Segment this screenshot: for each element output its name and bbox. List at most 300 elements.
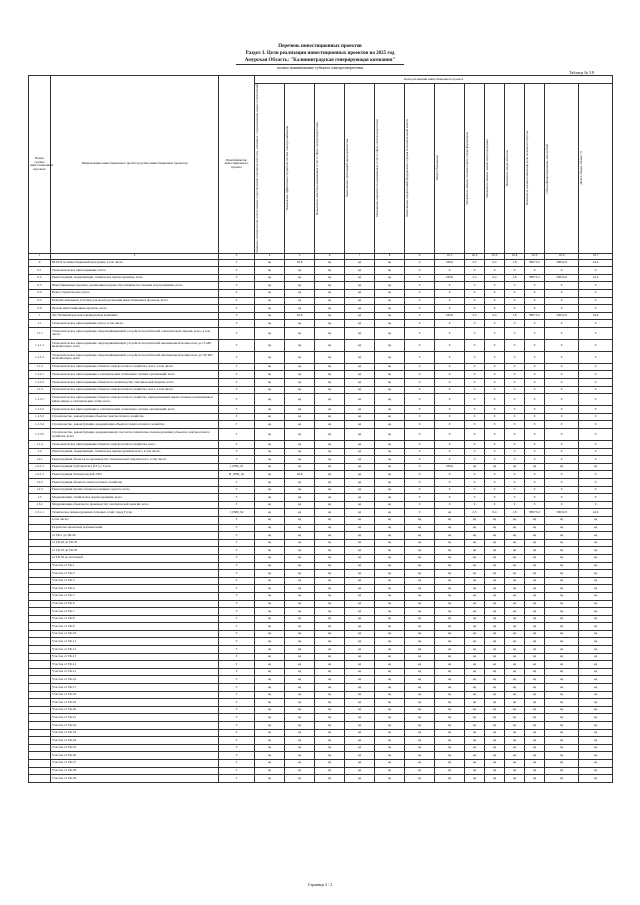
value-cell: нд: [375, 676, 405, 684]
project-name-cell: от ТК-50 до котельной: [51, 554, 219, 562]
value-cell: нд: [545, 706, 579, 714]
value-cell: нд: [255, 623, 285, 631]
value-cell: 0: [485, 486, 505, 494]
value-cell: нд: [285, 600, 315, 608]
value-cell: нд: [525, 729, 545, 737]
value-cell: нд: [285, 570, 315, 578]
value-cell: 0: [505, 394, 525, 406]
value-cell: 2,5: [465, 312, 485, 320]
row-number-cell: 1.1.3.2: [29, 406, 51, 414]
value-cell: нд: [545, 577, 579, 585]
value-cell: 0: [435, 448, 465, 456]
value-cell: 0: [435, 394, 465, 406]
table-row: [29, 486, 613, 494]
value-cell: нд: [315, 486, 345, 494]
value-cell: нд: [285, 339, 315, 351]
value-cell: нд: [505, 630, 525, 638]
value-cell: нд: [485, 547, 505, 555]
value-cell: 0: [405, 479, 435, 487]
value-cell: нд: [255, 371, 285, 379]
value-cell: 0: [505, 363, 525, 371]
value-cell: нд: [255, 429, 285, 441]
row-number-cell: [29, 524, 51, 532]
value-cell: нд: [315, 729, 345, 737]
value-cell: 0: [525, 327, 545, 339]
value-cell: нд: [315, 394, 345, 406]
value-cell: нд: [285, 722, 315, 730]
value-cell: нд: [375, 623, 405, 631]
value-cell: нд: [255, 486, 285, 494]
value-cell: нд: [255, 585, 285, 593]
table-row: [29, 479, 613, 487]
table-row: [29, 752, 613, 760]
value-cell: нд: [405, 539, 435, 547]
value-cell: нд: [375, 554, 405, 562]
col-goal-12-header: Показатель замены линий электропередачи: [485, 84, 505, 254]
value-cell: нд: [405, 752, 435, 760]
value-cell: нд: [315, 676, 345, 684]
value-cell: нд: [579, 737, 613, 745]
project-id-cell: Г: [219, 429, 255, 441]
row-number-cell: [29, 623, 51, 631]
value-cell: нд: [435, 676, 465, 684]
project-name-cell: Участок от ТК-17: [51, 684, 219, 692]
value-cell: нд: [255, 327, 285, 339]
table-row: [29, 406, 613, 414]
project-name-cell: Участок от ТК-22: [51, 722, 219, 730]
value-cell: нд: [285, 448, 315, 456]
table-row: [29, 630, 613, 638]
value-cell: 0: [545, 441, 579, 449]
project-id-cell: Г: [219, 339, 255, 351]
value-cell: 0: [545, 421, 579, 429]
value-cell: 0: [485, 448, 505, 456]
value-cell: нд: [315, 638, 345, 646]
value-cell: нд: [525, 668, 545, 676]
value-cell: 0: [465, 386, 485, 394]
value-cell: нд: [345, 638, 375, 646]
row-number-cell: [29, 547, 51, 555]
value-cell: нд: [525, 714, 545, 722]
value-cell: 0: [545, 327, 579, 339]
value-cell: нд: [525, 532, 545, 540]
value-cell: нд: [345, 775, 375, 783]
value-cell: нд: [375, 406, 405, 414]
value-cell: нд: [345, 615, 375, 623]
value-cell: нд: [375, 327, 405, 339]
value-cell: нд: [465, 714, 485, 722]
row-number-cell: [29, 714, 51, 722]
value-cell: нд: [345, 653, 375, 661]
value-cell: 59652,8: [545, 509, 579, 517]
goals-group-header: Цели реализации инвестиционного проекта: [255, 76, 613, 84]
table-row: [29, 501, 613, 509]
table-row: [29, 463, 613, 471]
column-number-cell: 10.5: [525, 253, 545, 259]
value-cell: нд: [545, 623, 579, 631]
value-cell: нд: [255, 471, 285, 479]
value-cell: нд: [345, 737, 375, 745]
value-cell: нд: [465, 722, 485, 730]
value-cell: 1,8: [505, 312, 525, 320]
value-cell: нд: [545, 699, 579, 707]
project-id-cell: Г: [219, 623, 255, 631]
project-id-cell: Г: [219, 539, 255, 547]
value-cell: 26,8: [285, 259, 315, 267]
value-cell: нд: [285, 394, 315, 406]
project-id-cell: Г: [219, 570, 255, 578]
value-cell: нд: [579, 699, 613, 707]
value-cell: нд: [255, 386, 285, 394]
value-cell: 0: [405, 486, 435, 494]
value-cell: 0: [435, 351, 465, 363]
value-cell: нд: [255, 289, 285, 297]
value-cell: нд: [579, 759, 613, 767]
value-cell: 0: [485, 363, 505, 371]
value-cell: 0: [525, 371, 545, 379]
investment-goals-table: [28, 75, 613, 783]
value-cell: 0: [525, 501, 545, 509]
value-cell: нд: [485, 676, 505, 684]
value-cell: нд: [525, 691, 545, 699]
value-cell: нд: [435, 539, 465, 547]
value-cell: 0: [465, 441, 485, 449]
value-cell: 0: [465, 448, 485, 456]
value-cell: нд: [255, 547, 285, 555]
value-cell: 0: [485, 386, 505, 394]
value-cell: 0: [465, 406, 485, 414]
value-cell: 0: [525, 363, 545, 371]
value-cell: нд: [405, 653, 435, 661]
value-cell: 0: [405, 259, 435, 267]
project-name-cell: Строительство, реконструкция, модернизация объектов электросетевого хозяйства: [51, 421, 219, 429]
value-cell: 0: [505, 351, 525, 363]
value-cell: нд: [435, 570, 465, 578]
value-cell: 0: [525, 297, 545, 305]
value-cell: 0: [545, 351, 579, 363]
column-number-cell: 10.2: [465, 253, 485, 259]
value-cell: нд: [505, 638, 525, 646]
value-cell: 0: [545, 297, 579, 305]
value-cell: 0: [435, 479, 465, 487]
value-cell: нд: [255, 379, 285, 387]
value-cell: нд: [375, 363, 405, 371]
value-cell: нд: [435, 516, 465, 524]
value-cell: нд: [545, 767, 579, 775]
row-number-cell: [29, 608, 51, 616]
value-cell: 0: [405, 456, 435, 464]
value-cell: нд: [465, 752, 485, 760]
value-cell: нд: [545, 714, 579, 722]
row-number-cell: 1.1.1.1: [29, 339, 51, 351]
project-name-cell: от ТК-35 до ТК-50: [51, 547, 219, 555]
table-row: [29, 714, 613, 722]
table-row: [29, 775, 613, 783]
value-cell: нд: [505, 600, 525, 608]
value-cell: нд: [485, 737, 505, 745]
value-cell: 0: [465, 456, 485, 464]
value-cell: нд: [485, 615, 505, 623]
value-cell: нд: [255, 320, 285, 328]
table-row: [29, 691, 613, 699]
value-cell: нд: [345, 691, 375, 699]
project-id-cell: Г: [219, 421, 255, 429]
project-id-cell: H_0586_02: [219, 471, 255, 479]
row-number-cell: [29, 752, 51, 760]
value-cell: 0: [579, 486, 613, 494]
value-cell: нд: [285, 532, 315, 540]
value-cell: нд: [255, 524, 285, 532]
value-cell: нд: [285, 752, 315, 760]
value-cell: нд: [405, 516, 435, 524]
value-cell: нд: [375, 744, 405, 752]
value-cell: 0: [579, 429, 613, 441]
value-cell: 0: [545, 305, 579, 313]
project-id-cell: Г: [219, 406, 255, 414]
value-cell: 0: [505, 327, 525, 339]
value-cell: нд: [525, 699, 545, 707]
value-cell: 0: [405, 274, 435, 282]
value-cell: нд: [315, 714, 345, 722]
column-number-cell: 3: [219, 253, 255, 259]
project-id-cell: Г: [219, 661, 255, 669]
project-id-cell: Г: [219, 532, 255, 540]
value-cell: 0,4: [485, 259, 505, 267]
value-cell: 0: [405, 494, 435, 502]
value-cell: 0: [579, 379, 613, 387]
value-cell: нд: [315, 684, 345, 692]
value-cell: 0: [525, 267, 545, 275]
value-cell: нд: [435, 744, 465, 752]
value-cell: нд: [405, 676, 435, 684]
table-row: [29, 441, 613, 449]
value-cell: нд: [315, 327, 345, 339]
value-cell: нд: [465, 532, 485, 540]
project-name-cell: Строительство, реконструкция, модернизация (в том числе техническое перевооружение) объектов электросетевого хозяйства, всего: [51, 429, 219, 441]
table-body: [29, 259, 613, 782]
value-cell: нд: [315, 351, 345, 363]
value-cell: нд: [345, 524, 375, 532]
table-row: [29, 577, 613, 585]
value-cell: 189,9: [435, 274, 465, 282]
value-cell: нд: [405, 570, 435, 578]
value-cell: нд: [375, 737, 405, 745]
project-id-cell: Г: [219, 379, 255, 387]
value-cell: 0: [525, 379, 545, 387]
value-cell: 0: [465, 479, 485, 487]
value-cell: нд: [465, 668, 485, 676]
value-cell: 0: [405, 267, 435, 275]
value-cell: 0: [579, 371, 613, 379]
project-name-cell: Технологическое присоединение объектов электросетевого хозяйства, принадлежащих иным сетевым организациям и иным лицам, к электрическим сетям, всего: [51, 394, 219, 406]
table-row: [29, 737, 613, 745]
value-cell: нд: [505, 699, 525, 707]
value-cell: 0: [525, 386, 545, 394]
value-cell: нд: [405, 706, 435, 714]
value-cell: нд: [345, 516, 375, 524]
value-cell: нд: [405, 714, 435, 722]
value-cell: 0: [435, 429, 465, 441]
value-cell: нд: [405, 547, 435, 555]
value-cell: нд: [345, 509, 375, 517]
table-row: [29, 494, 613, 502]
value-cell: нд: [345, 312, 375, 320]
value-cell: нд: [375, 646, 405, 654]
value-cell: 0: [505, 441, 525, 449]
table-row: [29, 448, 613, 456]
value-cell: нд: [405, 562, 435, 570]
value-cell: 0: [405, 501, 435, 509]
value-cell: нд: [345, 486, 375, 494]
value-cell: нд: [375, 448, 405, 456]
value-cell: нд: [485, 684, 505, 692]
value-cell: нд: [345, 585, 375, 593]
table-row: [29, 363, 613, 371]
table-row: [29, 554, 613, 562]
project-id-cell: Г: [219, 267, 255, 275]
value-cell: 0: [545, 379, 579, 387]
value-cell: нд: [315, 608, 345, 616]
value-cell: 0: [505, 289, 525, 297]
col-goal-15-header: Объем финансирования, млн рублей: [545, 84, 579, 254]
table-row: [29, 320, 613, 328]
value-cell: нд: [345, 305, 375, 313]
appendix-label: Таблица № 3.8: [569, 70, 594, 75]
value-cell: нд: [315, 479, 345, 487]
project-name-cell: Реконструкция, модернизация, техническое перевооружение, всего: [51, 274, 219, 282]
value-cell: нд: [435, 714, 465, 722]
value-cell: нд: [255, 494, 285, 502]
value-cell: 0: [435, 297, 465, 305]
value-cell: нд: [255, 767, 285, 775]
value-cell: нд: [345, 320, 375, 328]
value-cell: нд: [435, 547, 465, 555]
project-id-cell: Г: [219, 759, 255, 767]
value-cell: нд: [435, 608, 465, 616]
value-cell: нд: [579, 653, 613, 661]
value-cell: 0: [505, 448, 525, 456]
value-cell: нд: [485, 570, 505, 578]
table-row: [29, 615, 613, 623]
value-cell: нд: [285, 456, 315, 464]
table-row: [29, 267, 613, 275]
value-cell: нд: [315, 363, 345, 371]
value-cell: нд: [285, 494, 315, 502]
value-cell: нд: [545, 691, 579, 699]
value-cell: 88575,2: [525, 312, 545, 320]
value-cell: нд: [465, 600, 485, 608]
project-id-cell: Г: [219, 744, 255, 752]
row-number-cell: [29, 554, 51, 562]
col-goal-14-header: Показатель оценки изменения доли полезного отпуска: [525, 84, 545, 254]
value-cell: нд: [285, 327, 315, 339]
value-cell: нд: [315, 429, 345, 441]
row-number-cell: 1.1.2: [29, 363, 51, 371]
value-cell: 0: [579, 267, 613, 275]
value-cell: нд: [285, 623, 315, 631]
value-cell: нд: [255, 600, 285, 608]
table-row: [29, 282, 613, 290]
row-number-cell: [29, 691, 51, 699]
table-row: [29, 759, 613, 767]
project-name-cell: Прочие инвестиционные проекты, всего: [51, 305, 219, 313]
value-cell: нд: [375, 421, 405, 429]
value-cell: 0: [579, 456, 613, 464]
project-name-cell: Реконструкция объектов электросетевого хозяйства: [51, 479, 219, 487]
project-name-cell: Технологическое присоединение объектов электросетевого хозяйства, всего, в том числе:: [51, 363, 219, 371]
value-cell: нд: [345, 729, 375, 737]
row-number-cell: 0: [29, 259, 51, 267]
value-cell: нд: [315, 744, 345, 752]
value-cell: 0: [525, 471, 545, 479]
table-row: [29, 646, 613, 654]
value-cell: 0: [405, 363, 435, 371]
value-cell: 0: [525, 320, 545, 328]
value-cell: нд: [285, 630, 315, 638]
value-cell: 0: [505, 386, 525, 394]
value-cell: нд: [345, 646, 375, 654]
table-row: [29, 623, 613, 631]
value-cell: нд: [405, 638, 435, 646]
table-row: [29, 429, 613, 441]
value-cell: нд: [315, 516, 345, 524]
value-cell: нд: [315, 379, 345, 387]
value-cell: нд: [375, 608, 405, 616]
value-cell: нд: [375, 267, 405, 275]
value-cell: нд: [345, 532, 375, 540]
value-cell: нд: [525, 646, 545, 654]
value-cell: нд: [375, 684, 405, 692]
column-number-cell: 10.3: [485, 253, 505, 259]
value-cell: нд: [579, 562, 613, 570]
value-cell: нд: [545, 554, 579, 562]
row-number-cell: [29, 600, 51, 608]
row-number-cell: 1.2.3: [29, 486, 51, 494]
table-row: [29, 394, 613, 406]
value-cell: нд: [285, 714, 315, 722]
value-cell: нд: [485, 608, 505, 616]
value-cell: 0: [579, 494, 613, 502]
value-cell: нд: [405, 615, 435, 623]
row-number-cell: [29, 737, 51, 745]
value-cell: 0: [405, 282, 435, 290]
value-cell: 0: [435, 363, 465, 371]
project-name-cell: Технологическое присоединение энергопринимающих устройств потребителей максимальной мощностью до 150 кВт включительно, всего: [51, 351, 219, 363]
value-cell: 0: [435, 456, 465, 464]
value-cell: нд: [579, 554, 613, 562]
value-cell: нд: [315, 413, 345, 421]
value-cell: нд: [345, 630, 375, 638]
row-number-cell: 0.5: [29, 297, 51, 305]
project-id-cell: Г: [219, 413, 255, 421]
value-cell: нд: [315, 274, 345, 282]
value-cell: нд: [375, 289, 405, 297]
value-cell: нд: [465, 547, 485, 555]
row-number-cell: [29, 699, 51, 707]
value-cell: нд: [405, 767, 435, 775]
value-cell: нд: [255, 274, 285, 282]
value-cell: нд: [285, 486, 315, 494]
value-cell: нд: [315, 539, 345, 547]
value-cell: нд: [375, 312, 405, 320]
value-cell: 0: [505, 406, 525, 414]
value-cell: нд: [375, 775, 405, 783]
value-cell: нд: [345, 676, 375, 684]
col-goal-13-header: Показатель ввода объектов: [505, 84, 525, 254]
value-cell: нд: [405, 661, 435, 669]
value-cell: 0: [405, 327, 435, 339]
value-cell: 0: [505, 421, 525, 429]
